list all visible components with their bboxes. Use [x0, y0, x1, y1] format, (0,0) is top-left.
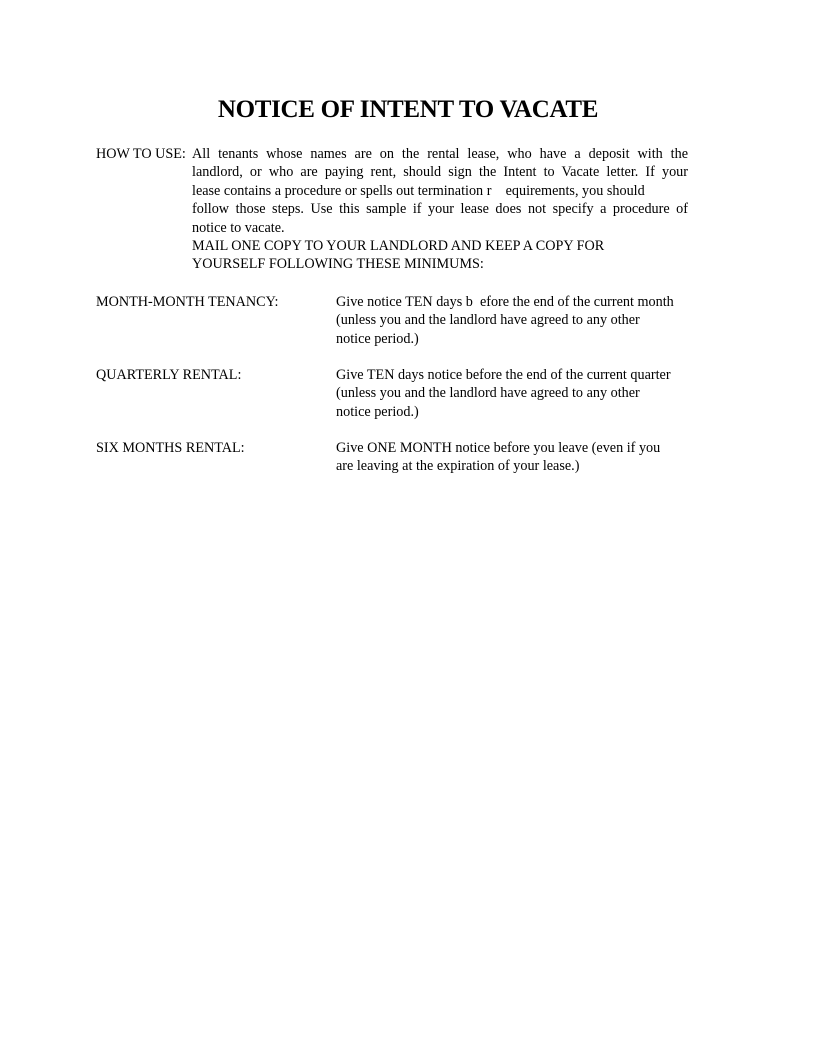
- rental-description-line: Give notice TEN days b efore the end of the current month: [336, 294, 674, 310]
- rental-description-line: Give ONE MONTH notice before you leave (even if you: [336, 440, 661, 456]
- how-to-use-label: HOW TO USE:: [96, 146, 186, 162]
- rental-description-line: Give TEN days notice before the end of the current quarter: [336, 367, 671, 383]
- rental-description-line: notice period.): [336, 403, 419, 420]
- rental-label: QUARTERLY RENTAL:: [96, 367, 242, 383]
- rental-description: [336, 366, 706, 421]
- how-to-use-line: lease contains a procedure or spells out termination r equirements, you should: [192, 182, 645, 199]
- mail-instruction-line: MAIL ONE COPY TO YOUR LANDLORD AND KEEP A COPY FOR: [192, 238, 605, 255]
- rental-description-line: are leaving at the expiration of your lease.): [336, 458, 580, 475]
- how-to-use-line: follow those steps. Use this sample if your lease does not specify a procedure of: [192, 201, 688, 218]
- rental-label: MONTH-MONTH TENANCY:: [96, 294, 279, 310]
- how-to-use-line: landlord, or who are paying rent, should sign the Intent to Vacate letter. If your: [192, 164, 688, 181]
- rental-description: [336, 439, 706, 476]
- how-to-use-content: [192, 145, 690, 274]
- rental-label: SIX MONTHS RENTAL:: [96, 440, 245, 456]
- rental-description-line: (unless you and the landlord have agreed to any other: [336, 312, 640, 329]
- mail-instruction-line: YOURSELF FOLLOWING THESE MINIMUMS:: [192, 256, 484, 273]
- rental-description: [336, 293, 706, 348]
- rental-description-line: notice period.): [336, 330, 419, 347]
- how-to-use-line: All tenants whose names are on the rental lease, who have a deposit with the: [192, 146, 688, 162]
- page-title: NOTICE OF INTENT TO VACATE: [217, 96, 599, 123]
- rental-description-line: (unless you and the landlord have agreed to any other: [336, 385, 640, 402]
- how-to-use-line: notice to vacate.: [192, 219, 285, 236]
